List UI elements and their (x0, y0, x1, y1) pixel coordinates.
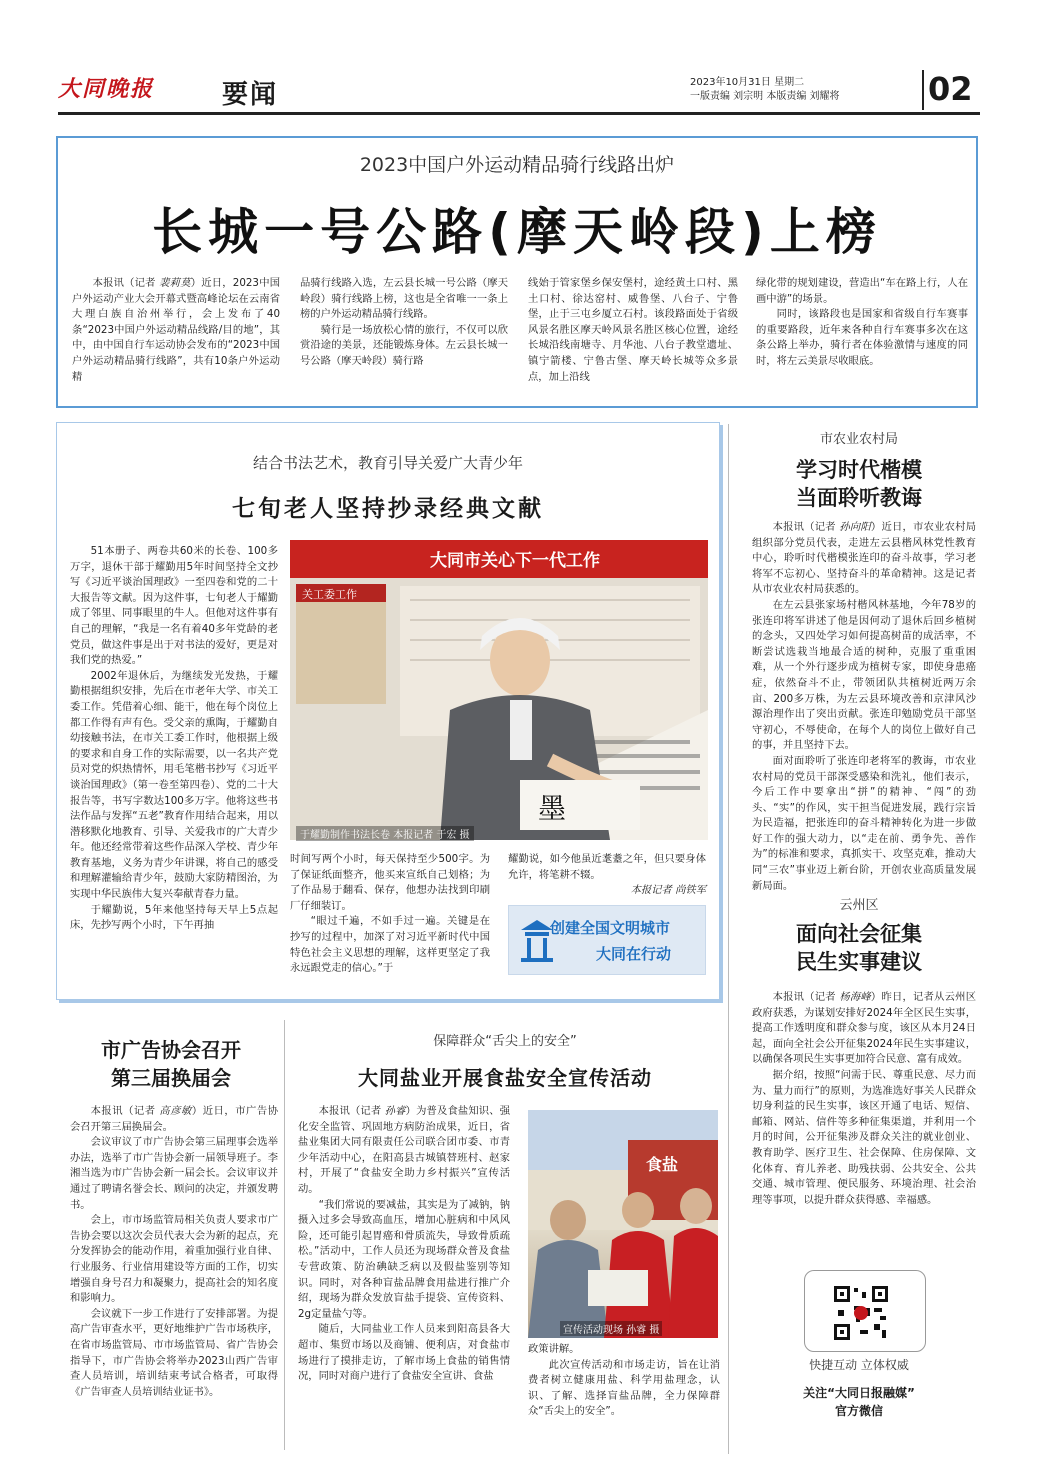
yunzhou-column (752, 990, 976, 1254)
feature-photo-caption: 于耀勤制作书法长卷 本报记者 于宏 摄 (296, 826, 474, 841)
salt-paragraph-1 (298, 1104, 510, 1198)
salt-sign-text: 食盐 (646, 1155, 679, 1174)
qr-slogan: 快捷互动 立体权威 (809, 1358, 909, 1372)
salt-event-illustration (528, 1110, 718, 1338)
byline: 本报讯（记者 (92, 277, 160, 289)
calligraphy-photo (290, 540, 708, 840)
ad-paragraph-3: 会上，市市场监管局相关负责人要求市广告协会要以这次会员代表大会为新的起点，充分发挥协会的能动作用，着重加强行业自律、行业服务、行业信用建设等方面的工作，切实增强自身号召力和凝聚力，提高社会的知名度和影响力。 (70, 1214, 278, 1305)
feature-paragraph-1: 51本册子、两卷共60米的长卷、100多万字，退休干部于耀勤用5年时间坚持全文抄写《习近平谈治国理政》一至四卷和党的二十大报告等文献。因为这件事，七旬老人于耀勤成了邻里、同事眼里的牛人。但他对这件事有自己的理解，“我是一名有着40多年党龄的老党员，做这件事是出于对书法的爱好，更是对我们党的热爱。” (70, 545, 278, 667)
reporter-name: 孙向阳 (839, 521, 871, 533)
ad-text-1: ）近日，市广告协会召开第三届换届会。 (70, 1105, 279, 1133)
salt-paragraph-4: 政策讲解。 (528, 1343, 580, 1355)
agri-paragraph-1 (752, 520, 976, 598)
agri-paragraph-2: 在左云县张家场村楷风林基地，今年78岁的张连印将军讲述了他是因何动了退休后回乡植树的念头，又四处学习如何提高树苗的成活率，不断尝试选栽当地最合适的树种，克服了重重困难，从一个外行逐步成为植树专家，即使身患癌症，依然奋斗不止，带领团队共植树近两万余亩、200多万株，为左云县环境改善和京津风沙源治理作出了突出贡献。张连印勉励党员干部坚守初心，不辱使命，在每个人的岗位上做好自己的事，并且坚持下去。 (752, 598, 976, 752)
qr-code-icon (810, 1284, 918, 1342)
lead-text-4: 绿化带的规划建设，营造出“车在路上行，人在画中游”的场景。 (756, 277, 968, 305)
agri-headline-line-1: 学习时代楷模 (796, 458, 922, 482)
feature-paragraph-2: 2002年退休后，为继续发光发热，于耀勤根据组织安排，先后在市老年大学、市关工委工作。凭借着心细、能干，他在每个岗位上都工作得有声有色。受父亲的熏陶，于耀勤自幼接触书法，在市关工委工作时，他根据上级的要求和自身工作的实际需要，以一名共产党员对党的炽热情怀，用毛笔楷书抄写《习近平谈治国理政》（第一卷至第四卷）、党的二十大报告等，书写字数达100多万字。他将这些书法作品与发挥“五老”教育作用结合起来，用以潜移默化地教育、引导、关爱我市的广大青少年。他还经常带着这些作品深入学校、青少年教育基地，义务为青少年讲课，将自己的感受和理解灌输给青少年，鼓励大家防精图治，为实现中华民族伟大复兴奉献青春力量。 (70, 669, 278, 901)
photo-sign-small: 关工委工作 (302, 588, 357, 601)
byline: 本报讯（记者 (772, 991, 840, 1003)
lead-text-2: 品骑行线路入选，左云县长城一号公路（摩天岭段）骑行线路上榜，这也是全省唯一一条上榜的户外运动精品骑行线路。 (300, 277, 508, 321)
salt-headline: 大同盐业开展食盐安全宣传活动 (358, 1066, 652, 1090)
yunzhou-paragraph-1 (752, 990, 976, 1068)
lead-column-4 (756, 276, 968, 402)
agri-paragraph-3: 面对面聆听了张连印老将军的教诲，市农业农村局的党员干部深受感染和洗礼，他们表示，今后工作中要拿出“拼”的精神、“闯”的劲头、“实”的作风，实干担当促进发展，践行宗旨为民造福，把张连印的奋斗精神转化为进一步做好工作的强大动力，以“走在前、勇争先、善作为”的标准和要求，真抓实干、攻坚克难，推动大同“三农”事业迈上新台阶，开创农业高质量发展新局面。 (752, 754, 976, 892)
feature-headline: 七旬老人坚持抄录经典文献 (232, 496, 544, 522)
newspaper-logo: 大同晚报 (58, 76, 155, 102)
ad-headline-line-1: 市广告协会召开 (101, 1038, 241, 1062)
banner-line-2: 大同在行动 (596, 945, 672, 963)
header-rule (58, 112, 980, 115)
reporter-name: 高彦敏 (159, 1105, 192, 1117)
yunzhou-paragraph-2: 据介绍，按照“问需于民、尊重民意、尽力而为、量力而行”的原则，为选准选好事关人民群众切身利益的民生实事，该区开通了电话、短信、邮箱、网站、信件等多种征集渠道，并利用一个月的时间，公开征集涉及群众关注的就业创业、教育助学、医疗卫生、社会保障、住房保障、文化体育、育儿养老、助残扶弱、公共安全、公共交通、城市管理、便民服务、环境治理、社会治理等事项，以提升群众获得感、幸福感。 (752, 1068, 976, 1206)
feature-column-1 (70, 544, 278, 984)
reporter-name: 裴莉莫 (159, 277, 191, 289)
yunzhou-headline-line-1: 面向社会征集 (796, 922, 922, 946)
page-number-separator (922, 70, 924, 110)
ad-paragraph-4: 会议就下一步工作进行了安排部署。为提高广告审查水平，更好地维护广告市场秩序，在省市场监管局、市市场监管局、省广告协会指导下，市广告协会将举办2023山西广告审查人员培训，培训结束考试合格者，可取得《广告审查人员培训结业证书》。 (70, 1307, 278, 1398)
lead-kicker: 2023中国户外运动精品骑行线路出炉 (359, 154, 675, 176)
lead-text-2b: 骑行是一场放松心情的旅行，不仅可以欣赏沿途的美景，还能锻炼身体。左云县长城一号公路（摩天岭段）骑行路 (300, 323, 508, 367)
photo-sign-main: 大同市关心下一代工作 (430, 551, 600, 571)
byline: 本报讯（记者 (318, 1105, 385, 1117)
page-number: 02 (928, 70, 973, 108)
civilization-campaign-banner (508, 905, 706, 975)
photo-calligraphy-glyph: 墨 (538, 792, 567, 825)
feature-paragraph-3: 于耀勤说，5年来他坚持每天早上5点起床，先抄写两个小时，下午再抽 (70, 903, 278, 932)
salt-paragraph-5: 此次宣传活动和市场走访，旨在让消费者树立健康用盐、科学用盐理念，认识、了解、选择盲盐品牌，全力保障群众“舌尖上的安全”。 (528, 1358, 720, 1418)
lead-column-3 (528, 276, 738, 402)
salt-column-2 (528, 1342, 720, 1450)
column-divider (728, 424, 729, 1454)
section-title: 要闻 (222, 80, 279, 110)
agri-headline (736, 456, 982, 512)
agri-kicker: 市农业农村局 (819, 432, 898, 447)
salt-photo-caption: 宣传活动现场 孙睿 摄 (560, 1321, 662, 1336)
qr-follow-line-2: 官方微信 (834, 1404, 883, 1418)
banner-line-1: 创建全国文明城市 (550, 919, 671, 937)
feature-kicker: 结合书法艺术，教育引导关爱广大青少年 (252, 454, 523, 472)
salt-kicker: 保障群众“舌尖上的安全” (433, 1034, 577, 1049)
ad-paragraph-1 (70, 1104, 278, 1135)
salt-text-1: ）为普及食盐知识、强化安全监管、巩固地方病防治成果，近日，省盐业集团大同有限责任公司联合团市委、市青少年活动中心，在阳高县古城镇替班村、赵家村，开展了“食盐安全助力乡村振兴”宣传活动。 (298, 1105, 510, 1195)
lead-column-2 (300, 276, 508, 402)
lead-column-1 (72, 276, 280, 402)
salt-column-1 (298, 1104, 510, 1450)
agri-headline-line-2: 当面聆听教诲 (796, 486, 922, 510)
qr-follow-text (736, 1384, 982, 1420)
ad-association-headline (56, 1036, 286, 1092)
feature-paragraph-4: 时间写两个小时，每天保持至少500字。为了保证纸面整齐，他买来宣纸自己划格；为了作品易于翻看、保存，他想办法找到印刷厂仔细装订。 (290, 853, 490, 912)
salt-paragraph-3: 随后，大同盐业工作人员来到阳高县各大超市、集贸市场以及商铺、便利店，对食盐市场进行了摸排走访，了解市场上食盐的销售情况，同时对商户进行了食盐安全宣讲、食盐 (298, 1323, 510, 1383)
feature-column-3 (508, 852, 706, 902)
feature-column-2 (290, 852, 490, 984)
feature-signature: 本报记者 尚铁军 (630, 884, 706, 897)
salt-paragraph-2: “我们常说的要减盐，其实是为了减钠，钠摄入过多会导致高血压，增加心脏病和中风风险，还可能引起胃癌和骨质流失，导致骨质疏松。”活动中，工作人员还为现场群众普及食盐专营政策、防治碘缺乏病以及假盐鉴别等知识。同时，对各种盲盐品牌食用盐进行推广介绍，现场为群众发放盲盐手提袋、宣传资料、2g定量盐勺等。 (298, 1198, 510, 1320)
yunzhou-kicker: 云州区 (839, 898, 879, 913)
reporter-name: 孙睿 (384, 1105, 406, 1117)
lead-headline: 长城一号公路(摩天岭段)上榜 (152, 203, 882, 261)
ad-paragraph-2: 会议审议了市广告协会第三届理事会选举办法，选举了市广告协会新一届领导班子。李湘当选为市广告协会新一届会长。会议审议并通过了聘请名誉会长、顾问的决定，并颁发聘书。 (70, 1136, 278, 1211)
lead-text-4b: 同时，该路段也是国家和省级自行车赛事的重要路段，近年来各种自行车赛事多次在这条公路上举办，骑行者在体验激情与速度的同时，将左云美景尽收眼底。 (756, 308, 968, 367)
feature-paragraph-6: 耀勤说，如今他虽近耄耋之年，但只要身体允许，将笔耕不辍。 (508, 853, 706, 881)
editor-credits: 一版责编 刘宗明 本版责编 刘耀将 (690, 91, 840, 102)
lead-paragraph-1 (72, 276, 280, 385)
reporter-name: 杨海峰 (839, 991, 871, 1003)
qr-code[interactable] (810, 1284, 918, 1342)
calligraphy-photo-illustration (290, 540, 708, 840)
agri-text-1: ）近日，市农业农村局组织部分党员代表，走进左云县楷风林党性教育中心，聆听时代楷模张连印的奋斗故事，学习老将军不忘初心、坚持奋斗的革命精神。这是记者从市农业农村局获悉的。 (752, 521, 977, 596)
lead-text-1: ）近日，2023中国户外运动产业大会开幕式暨高峰论坛在云南省大理白族自治州举行，会上发布了40条“2023中国户外运动精品线路/目的地”，其中，由中国自行车运动协会发布的“2023中国户外运动精品骑行线路”，共有10条户外运动精 (72, 277, 280, 383)
lead-text-3: 线始于管家堡乡保安堡村，途经黄土口村、黑土口村、徐达窑村、威鲁堡、八台子、宁鲁堡，止于三屯乡厦立石村。该段路面处于省级风景名胜区摩天岭风景名胜区核心位置，途经长城沿线南塘寺、月华池、八台子教堂遗址、镇宁箭楼、宁鲁古堡、摩天岭长城等众多景点，加上沿线 (528, 277, 738, 383)
date-editors (690, 76, 840, 104)
feature-paragraph-5: “眼过千遍，不如手过一遍。关键是在抄写的过程中，加深了对习近平新时代中国特色社会主义思想的理解，这样更坚定了我永远跟党走的信心。”于 (290, 915, 490, 975)
byline: 本报讯（记者 (772, 521, 840, 533)
column-divider (284, 1020, 285, 1450)
ad-headline-line-2: 第三届换届会 (111, 1066, 231, 1090)
yunzhou-text-1: ）昨日，记者从云州区政府获悉，为谋划安排好2024年全区民生实事，提高工作透明度和群众参与度，该区从本月24日起，面向全社会公开征集2024年民生实事建议，以确保各项民生实事更加符合民意、富有成效。 (752, 991, 977, 1066)
agri-column (752, 520, 977, 892)
yunzhou-headline-line-2: 民生实事建议 (796, 950, 922, 974)
salt-event-photo (528, 1110, 718, 1338)
issue-date: 2023年10月31日 星期二 (690, 77, 805, 88)
ad-association-column (70, 1104, 278, 1454)
qr-follow-line-1: 关注“大同日报融媒” (803, 1386, 915, 1400)
byline: 本报讯（记者 (90, 1105, 160, 1117)
yunzhou-headline (736, 920, 982, 976)
